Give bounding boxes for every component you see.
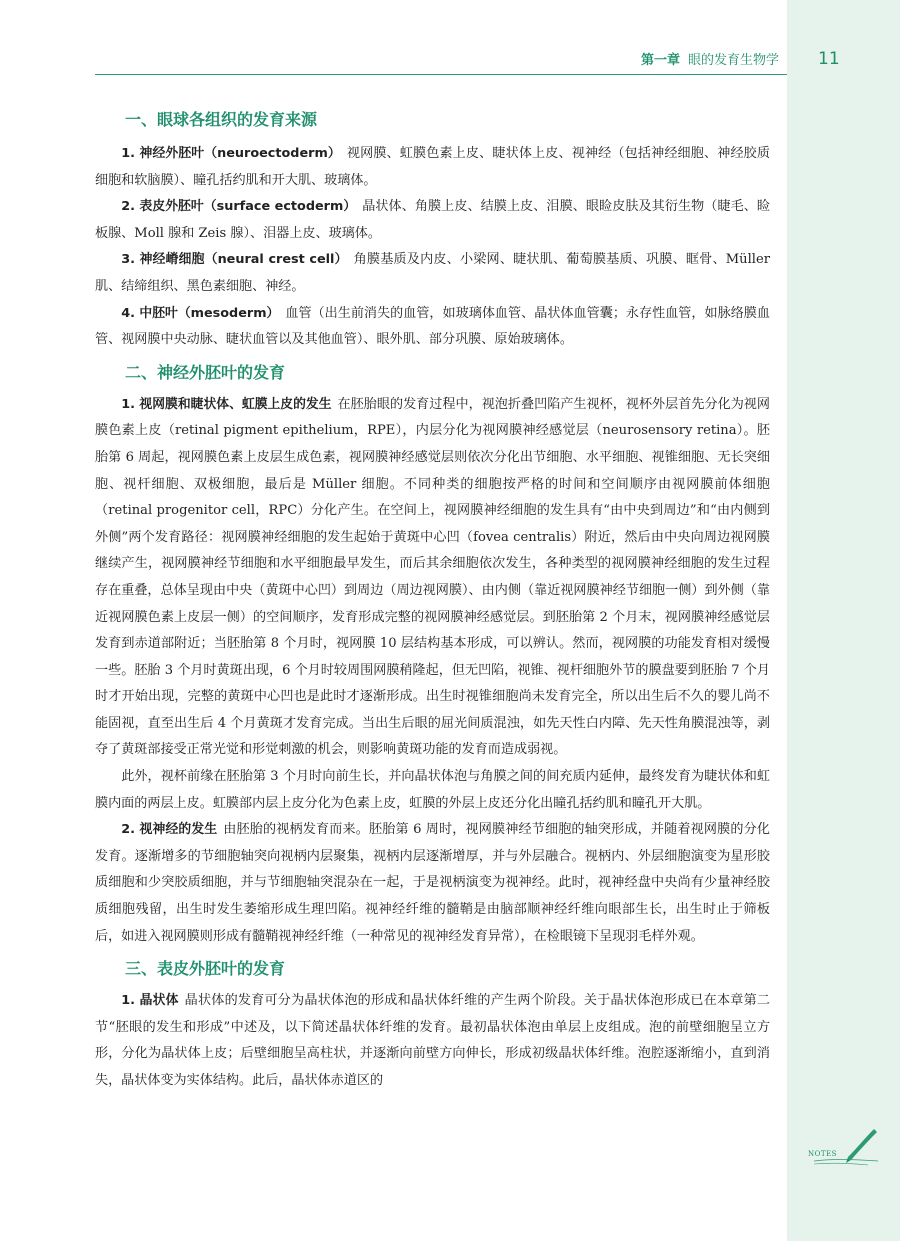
paragraph-text: 角膜基质及内皮、小梁网、睫状肌、葡萄膜基质、巩膜、眶骨、Müller 肌、结缔组织、黑色素细胞、神经。 xyxy=(95,252,770,294)
paragraph-lead: 2. 表皮外胚叶（surface ectoderm） xyxy=(121,199,357,215)
paragraph-text: 晶状体的发育可分为晶状体泡的形成和晶状体纤维的产生两个阶段。关于晶状体泡形成已在本章第二节“胚眼的发生和形成”中述及，以下简述晶状体纤维的发育。最初晶状体泡由单层上皮组成。泡的前壁细胞呈立方形，分化为晶状体上皮；后壁细胞呈高柱状，并逐渐向前壁方向伸长，形成初级晶状体纤维。泡腔逐渐缩小，直到消失，晶状体变为实体结构。此后，晶状体赤道区的 xyxy=(95,993,770,1088)
paragraph-lead: 2. 视神经的发生 xyxy=(121,822,218,838)
section-heading-3: 三、表皮外胚叶的发育 xyxy=(125,959,286,979)
running-header xyxy=(95,40,787,75)
page-number: 11 xyxy=(818,49,840,69)
paragraph-text: 视网膜、虹膜色素上皮、睫状体上皮、视神经（包括神经细胞、神经胶质细胞和软脑膜）、瞳孔括约肌和开大肌、玻璃体。 xyxy=(95,146,770,188)
chapter-number: 第一章 xyxy=(640,53,680,68)
paragraph xyxy=(95,817,770,950)
chapter-title xyxy=(641,49,779,68)
paragraph-lead: 1. 视网膜和睫状体、虹膜上皮的发生 xyxy=(121,396,332,412)
paragraph-text: 在胚胎眼的发育过程中，视泡折叠凹陷产生视杯，视杯外层首先分化为视网膜色素上皮（retinal pigment epithelium，RPE），内层分化为视网膜神经感觉层（neurosensory retina）。胚胎第 6 周起，视网膜色素上皮层生成色素，视网膜神经感觉层则依次分化出节细胞、水平细胞、视锥细胞、无长突细胞、视杆细胞、双极细胞，最后是 Müller 细胞。不同种类的细胞按严格的时间和空间顺序由视网膜前体细胞（retinal progenitor cell，RPC）分化产生。在空间上，视网膜神经细胞的发生具有“由中央到周边”和“由内侧到外侧”两个发育路径：视网膜神经细胞的发生起始于黄斑中心凹（fovea centralis）附近，然后由中央向周边视网膜继续产生，视网膜神经节细胞和水平细胞最早发生，而后其余细胞依次发生，各种类型的视网膜神经细胞的发生过程存在重叠，总体呈现由中央（黄斑中心凹）到周边（周边视网膜）、由内侧（靠近视网膜神经节细胞一侧）到外侧（靠近视网膜色素上皮层一侧）的空间顺序，发育形成完整的视网膜神经感觉层。到胚胎第 2 个月末，视网膜神经感觉层发育到赤道部附近；当胚胎第 8 个月时，视网膜 10 层结构基本形成，可以辨认。然而，视网膜的功能发育相对缓慢一些。胚胎 3 个月时黄斑出现，6 个月时较周围网膜稍隆起，但无凹陷，视锥、视杆细胞外节的膜盘要到胚胎 7 个月时才开始出现，完整的黄斑中心凹也是此时才逐渐形成。出生时视锥细胞尚未发育完全，所以出生后不久的婴儿尚不能固视，直至出生后 4 个月黄斑才发育完成。当出生后眼的屈光间质混浊，如先天性白内障、先天性角膜混浊等，剥夺了黄斑部接受正常光觉和形觉刺激的机会，则影响黄斑功能的发育而造成弱视。 xyxy=(95,396,770,758)
paragraph-lead: 3. 神经嵴细胞（neural crest cell） xyxy=(121,252,348,268)
paragraph-lead: 1. 神经外胚叶（neuroectoderm） xyxy=(121,146,341,161)
page-content xyxy=(95,107,770,1095)
paragraph-text: 此外，视杯前缘在胚胎第 3 个月时向前生长，并向晶状体泡与角膜之间的间充质内延伸，最终发育为睫状体和虹膜内面的两层上皮。虹膜部内层上皮分化为色素上皮，虹膜的外层上皮还分化出瞳孔括约肌和瞳孔开大肌。 xyxy=(95,769,770,811)
chapter-name: 眼的发育生物学 xyxy=(687,53,779,68)
section-heading-1: 一、眼球各组织的发育来源 xyxy=(125,110,318,129)
paragraph-text: 晶状体、角膜上皮、结膜上皮、泪膜、眼睑皮肤及其衍生物（睫毛、睑板腺、Moll 腺和 Zeis 腺）、泪器上皮、玻璃体。 xyxy=(95,199,771,241)
margin-strip xyxy=(787,0,900,1241)
paragraph xyxy=(95,764,770,817)
paragraph xyxy=(95,194,770,247)
paragraph-lead: 4. 中胚叶（mesoderm） xyxy=(121,305,280,321)
notes-badge xyxy=(808,1125,883,1175)
paragraph xyxy=(95,247,770,300)
paragraph xyxy=(95,301,770,354)
notes-label: NOTES xyxy=(808,1150,837,1158)
paragraph xyxy=(95,988,770,1094)
paragraph xyxy=(95,392,770,764)
paragraph xyxy=(95,141,770,194)
paragraph-text: 血管（出生前消失的血管，如玻璃体血管、晶状体血管囊；永存性血管，如脉络膜血管、视网膜中央动脉、睫状血管以及其他血管）、眼外肌、部分巩膜、原始玻璃体。 xyxy=(95,305,770,348)
section-heading-2: 二、神经外胚叶的发育 xyxy=(125,362,286,382)
paragraph-text: 由胚胎的视柄发育而来。胚胎第 6 周时，视网膜神经节细胞的轴突形成，并随着视网膜的分化发育。逐渐增多的节细胞轴突向视柄内层聚集，视柄内层逐渐增厚，并与外层融合。视柄内、外层细胞演变为星形胶质细胞和少突胶质细胞，并与节细胞轴突混杂在一起，于是视柄演变为视神经。此时，视神经盘中央尚有少量神经胶质细胞残留，出生时发生萎缩形成生理凹陷。视神经纤维的髓鞘是由脑部顺神经纤维向眼部生长，出生时止于筛板后，如进入视网膜则形成有髓鞘视神经纤维（一种常见的视神经发育异常），在检眼镜下呈现羽毛样外观。 xyxy=(95,822,770,944)
paragraph-lead: 1. 晶状体 xyxy=(121,993,179,1009)
